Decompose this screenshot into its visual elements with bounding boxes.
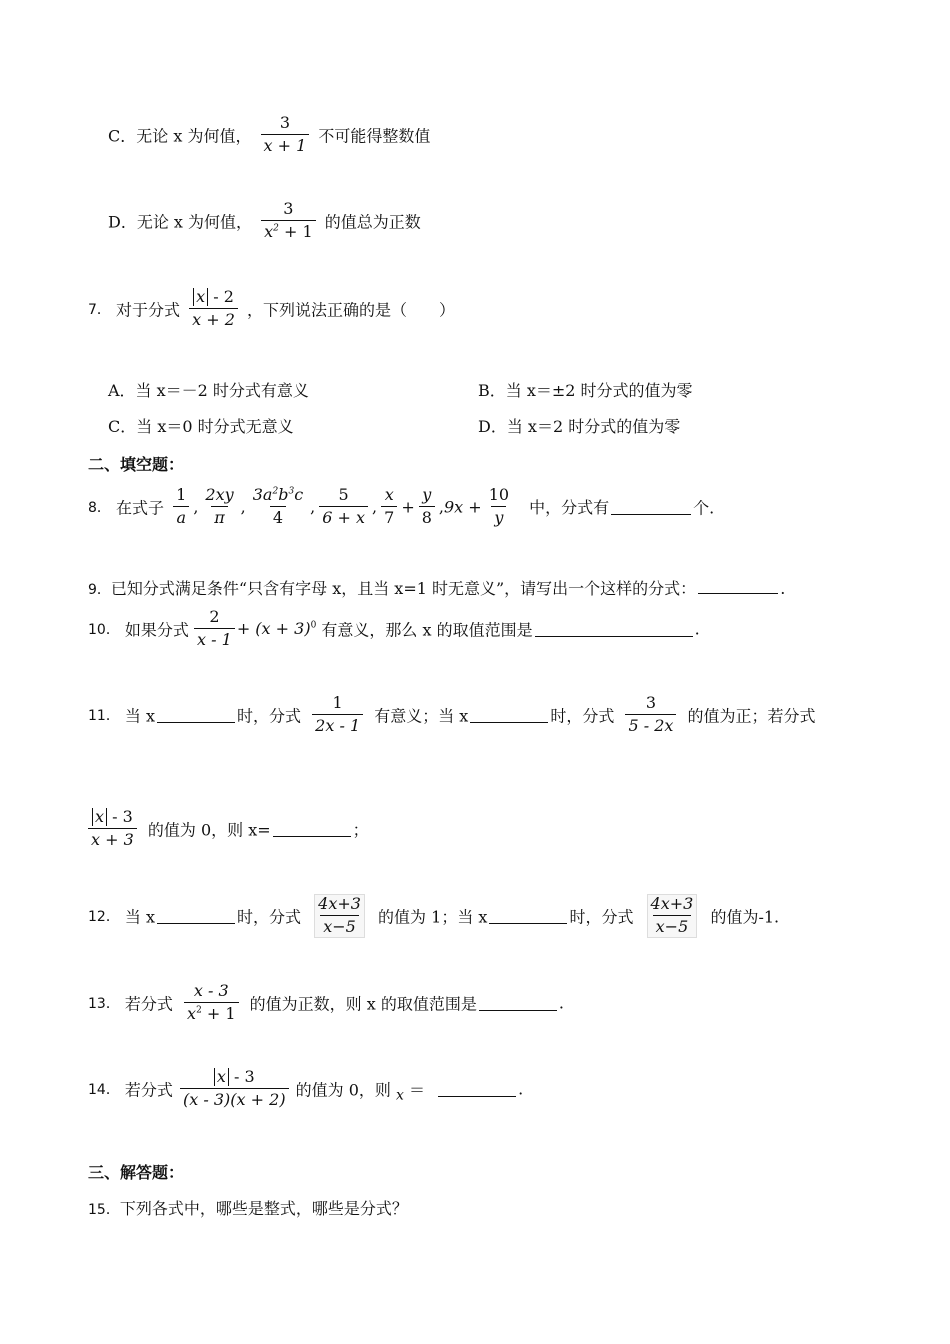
q11-stem-continued: $\frac{x - 3}{x + 3}$ 的值为 0，则 x= ； <box>88 808 369 850</box>
q9-answer-blank[interactable] <box>698 577 778 594</box>
q11-blank-1[interactable] <box>157 706 235 723</box>
q15-text: 下列各式中，哪些是整式，哪些是分式？ <box>119 1199 408 1218</box>
q14-number: 14． <box>88 1081 120 1098</box>
q12-blank-1[interactable] <box>157 907 235 924</box>
q7-option-d: D．当 x＝2 时分式的值为零 <box>478 417 681 436</box>
q11-stem: 11． 当 x 时，分式 $\frac{1}{2x - 1}$ 有意义；当 x 时，分式 $\frac{3}{5 - 2x}$ 的值为正；若分式 <box>88 693 816 736</box>
q7-lead: 对于分式 <box>116 300 181 320</box>
q10-tail: 有意义，那么 x 的取值范围是 <box>321 620 533 640</box>
q6-c-fraction: $\frac{3}{x + 1}$ <box>261 114 310 156</box>
q7-number: 7． <box>88 301 111 318</box>
q14-fraction: $\frac{x - 3}{(x - 3)(x + 2)}$ <box>180 1068 289 1110</box>
q6-d-tail: 的值总为正数 <box>324 212 421 232</box>
q7-option-b: B．当 x＝±2 时分式的值为零 <box>478 381 693 400</box>
q10-lead: 如果分式 <box>124 620 189 640</box>
q12-number: 12． <box>88 908 120 925</box>
q8-fraction-3: $\frac{3a^2b^3c}{4}$ <box>252 485 304 528</box>
q7-option-a: A．当 x＝－2 时分式有意义 <box>108 381 309 400</box>
q8-fraction-4: $\frac{5}{6 + x}$ <box>319 486 368 528</box>
q10-power-term: + $(x + 3)^0$ <box>236 619 317 639</box>
q8-fraction-5: $\frac{x}{7}$ <box>381 486 397 528</box>
section-3-heading: 三、解答题： <box>88 1163 185 1182</box>
q8-fraction-7: $\frac{10}{y}$ <box>488 485 510 528</box>
q13-number: 13． <box>88 995 120 1012</box>
q10-fraction: $\frac{2}{x - 1}$ <box>194 608 235 650</box>
q12-fraction-2: $\frac{4x+3}{x-5}$ <box>647 894 698 938</box>
q8-lead: 在式子 <box>116 498 165 518</box>
q11-fraction-2: $\frac{3}{5 - 2x}$ <box>625 694 676 736</box>
q14-answer-blank[interactable] <box>438 1080 516 1097</box>
q12-fraction-1: $\frac{4x+3}{x-5}$ <box>314 894 365 938</box>
q7-stem <box>88 288 455 330</box>
q8-tail: 中，分式有 <box>529 498 610 518</box>
q8-fraction-1: $\frac{1}{a}$ <box>173 486 189 528</box>
q7-fraction: $\frac{x - 2}{x + 2}$ <box>189 288 238 330</box>
section-2-heading: 二、填空题： <box>88 455 185 474</box>
q10-stem: 10． 如果分式 $\frac{2}{x - 1}$ + $(x + 3)^0$ 有意义，那么 x 的取值范围是 . <box>88 607 700 650</box>
q11-blank-3[interactable] <box>273 820 351 837</box>
q15-number: 15． <box>88 1202 120 1218</box>
q11-fraction-1: $\frac{1}{2x - 1}$ <box>312 694 363 736</box>
q11-blank-2[interactable] <box>470 706 548 723</box>
q6-option-c <box>108 114 430 156</box>
q6-d-fraction: $\frac{3}{x^2 + 1}$ <box>261 200 316 242</box>
q9-number: 9． <box>88 582 111 598</box>
q9-text: 已知分式满足条件“只含有字母 x，且当 x=1 时无意义”，请写出一个这样的分式： <box>110 579 697 598</box>
q8-fraction-2: $\frac{2xy}{\pi}$ <box>205 485 234 528</box>
q7-tail: ，下列说法正确的是（ ） <box>247 300 456 320</box>
q12-stem: 12． 当 x 时，分式 $\frac{4x+3}{x-5}$ 的值为 1；当 x 时，分式 $\frac{4x+3}{x-5}$ 的值为-1. <box>88 894 780 937</box>
q12-blank-2[interactable] <box>489 907 567 924</box>
q8-number: 8． <box>88 499 111 516</box>
q6-c-tail: 不可能得整数值 <box>318 126 431 146</box>
q13-fraction: $\frac{x - 3}{x^2 + 1}$ <box>184 982 239 1024</box>
q9-stem: 9．已知分式满足条件“只含有字母 x，且当 x=1 时无意义”，请写出一个这样的分式： . <box>88 579 786 598</box>
q8-fraction-6: $\frac{y}{8}$ <box>419 486 435 528</box>
q7-option-c: C．当 x＝0 时分式无意义 <box>108 417 294 436</box>
q8-stem: 8． 在式子 $\frac{1}{a}$ , $\frac{2xy}{\pi}$ , $\frac{3a^2b^3c}{4}$ , $\frac{5}{6 + x}$ , $\frac{x}{7}$ + $\frac{y}{8}$ ,9x + $\frac{10}{y}$ 中，分式有 个. <box>88 485 715 528</box>
q15-stem <box>88 1196 408 1219</box>
q13-stem: 13． 若分式 $\frac{x - 3}{x^2 + 1}$ 的值为正数，则 x 的取值范围是 . <box>88 981 564 1024</box>
q6-c-label: C．无论 x 为何值， <box>108 126 252 146</box>
q10-answer-blank[interactable] <box>535 620 693 637</box>
q14-stem: 14． 若分式 $\frac{x - 3}{(x - 3)(x + 2)}$ 的值为 0，则 x ＝ . <box>88 1067 524 1110</box>
q6-d-label: D．无论 x 为何值， <box>108 212 253 232</box>
q11-fraction-3: $\frac{x - 3}{x + 3}$ <box>88 808 137 850</box>
q11-number: 11． <box>88 707 120 724</box>
q8-answer-blank[interactable] <box>611 498 691 515</box>
q10-number: 10． <box>88 621 120 638</box>
q13-answer-blank[interactable] <box>479 994 557 1011</box>
q6-option-d <box>108 200 421 242</box>
